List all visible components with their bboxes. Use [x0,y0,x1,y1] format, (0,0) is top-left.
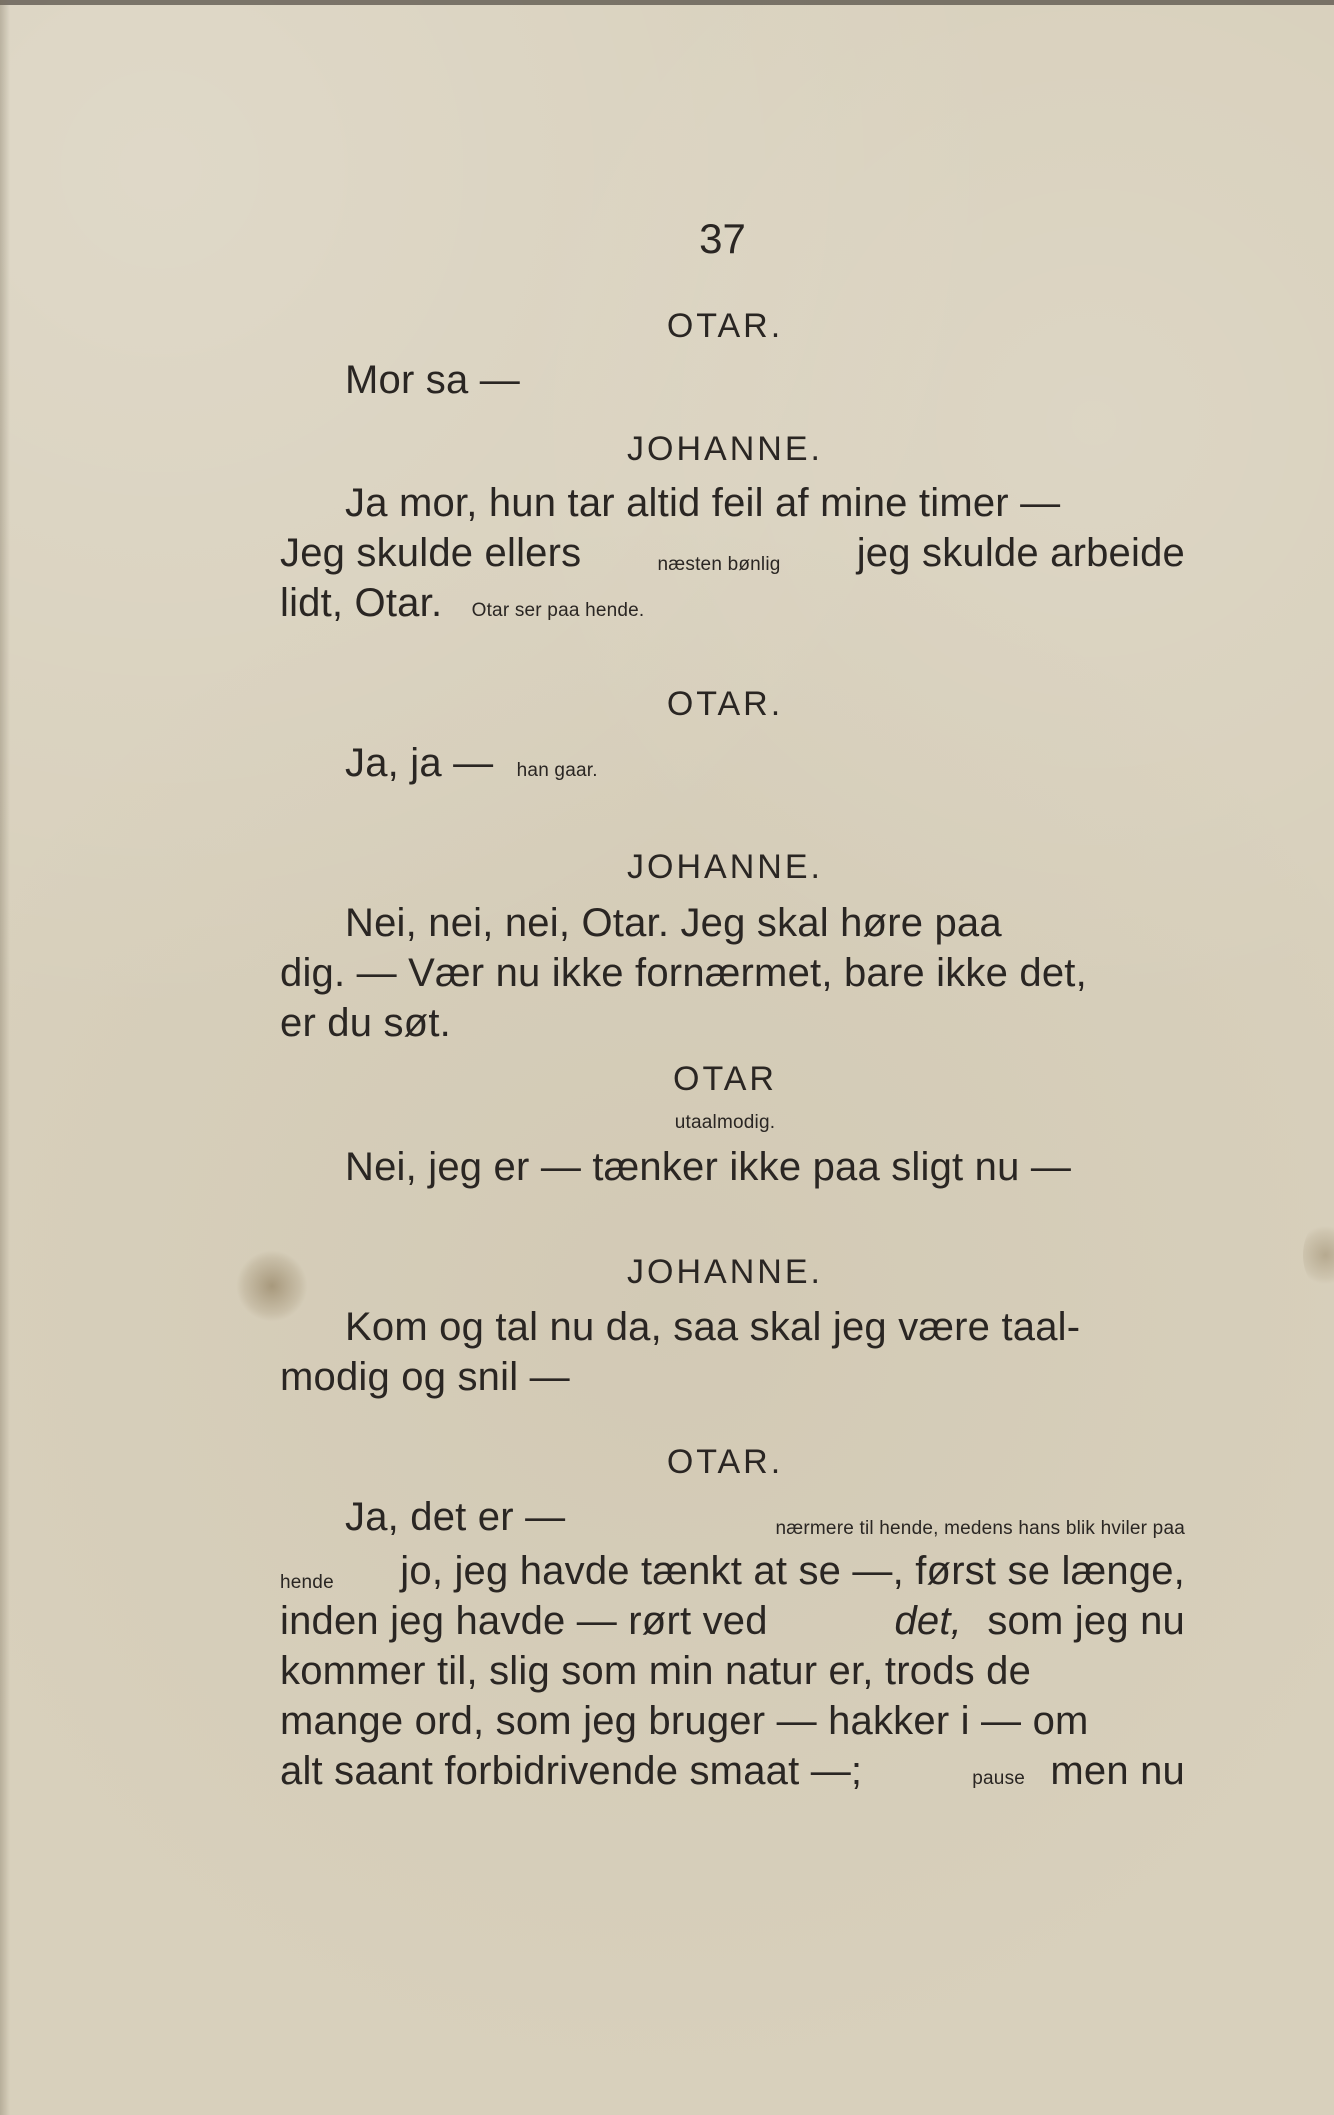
stage-direction: pause [972,1768,1026,1789]
stage-direction: næsten bønlig [657,554,781,575]
speaker-johanne: JOHANNE. [627,1253,823,1291]
dialogue-line [280,1746,1185,1804]
dialogue-text: alt saant forbidrivende smaat —; [280,1749,863,1793]
dialogue-line: dig. — Vær nu ikke fornærmet, bare ikke det, [280,951,1087,995]
dialogue-line: modig og snil — [280,1355,570,1399]
speaker-otar: OTAR. [666,307,784,345]
stage-direction: han gaar. [516,760,598,781]
dialogue-text: Jeg skulde ellers [280,531,582,575]
stage-direction: hende [280,1572,334,1593]
speaker-johanne: JOHANNE. [627,848,823,886]
stage-direction: utaalmodig. [674,1112,776,1133]
stage-direction: Otar ser paa hende. [471,600,645,621]
dialogue-line [280,1596,1185,1646]
dialogue-text [972,1746,1185,1804]
speaker-otar: OTAR. [666,685,784,723]
dialogue-text: jo, jeg havde tænkt at se —, først se længe, [400,1549,1185,1593]
left-edge-shadow [0,0,10,2115]
stage-direction: nærmere til hende, medens hans blik hviler paa [775,1518,1185,1539]
dialogue-text: som jeg nu [987,1599,1185,1643]
dialogue-emphasis: det, [894,1599,962,1643]
dialogue-text: men nu [1050,1749,1185,1793]
dialogue-text: jeg skulde arbeide [856,531,1185,575]
dialogue-line: Kom og tal nu da, saa skal jeg være taal- [345,1305,1081,1349]
dialogue-line [345,1492,1185,1554]
dialogue-line [280,578,1185,636]
dialogue-line: Ja mor, hun tar altid feil af mine timer — [345,481,1061,525]
dialogue-text [894,1596,1185,1646]
page-number: 37 [699,215,746,262]
dialogue-line: Nei, jeg er — tænker ikke paa sligt nu — [345,1145,1072,1189]
dialogue-line: Mor sa — [345,358,520,402]
dialogue-line: mange ord, som jeg bruger — hakker i — om [280,1699,1089,1743]
page-stain [236,1250,308,1322]
page-stain [1303,1220,1334,1290]
speaker-otar: OTAR. [666,1443,784,1481]
dialogue-line: Nei, nei, nei, Otar. Jeg skal høre paa [345,901,1002,945]
dialogue-text: Ja, ja — [345,741,494,785]
dialogue-text: Ja, det er — [345,1495,566,1539]
dialogue-text: lidt, Otar. [280,581,443,625]
dialogue-text: inden jeg havde — rørt ved [280,1599,768,1643]
dialogue-line [345,738,845,796]
dialogue-line: kommer til, slig som min natur er, trods de [280,1649,1032,1693]
top-edge-shadow [0,0,1334,5]
speaker-johanne: JOHANNE. [627,430,823,468]
dialogue-line: er du søt. [280,1001,451,1045]
speaker-otar: OTAR [673,1060,777,1098]
